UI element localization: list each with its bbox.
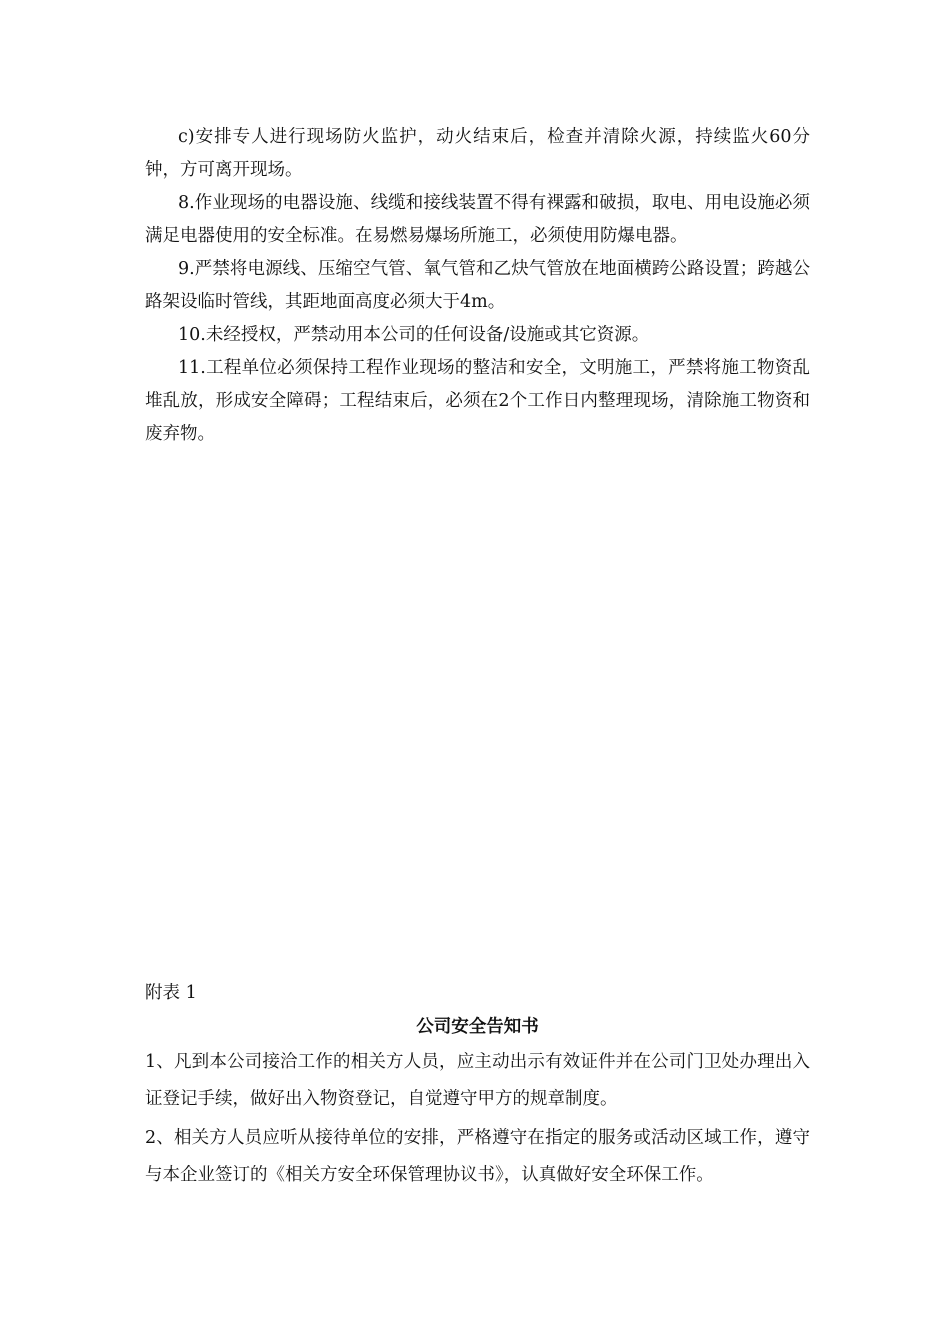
- rule-item-11: 11.工程单位必须保持工程作业现场的整洁和安全，文明施工，严禁将施工物资乱堆乱放，形成安全障碍；工程结束后，必须在2个工作日内整理现场，清除施工物资和废弃物。: [145, 358, 810, 444]
- rule-item-9: 9.严禁将电源线、压缩空气管、氧气管和乙炔气管放在地面横跨公路设置；跨越公路架设临时管线，其距地面高度必须大于4m。: [145, 259, 810, 312]
- rule-item-10: 10.未经授权，严禁动用本公司的任何设备/设施或其它资源。: [178, 325, 650, 345]
- rule-item-c: c)安排专人进行现场防火监护，动火结束后，检查并清除火源，持续监火60分钟，方可离开现场。: [145, 127, 810, 180]
- appendix-label: 附表 1: [145, 983, 197, 1003]
- notice-title: 公司安全告知书: [416, 1017, 539, 1037]
- notice-item-1: 1、凡到本公司接洽工作的相关方人员，应主动出示有效证件并在公司门卫处办理出入证登记手续，做好出入物资登记，自觉遵守甲方的规章制度。: [145, 1052, 810, 1109]
- rule-item-8: 8.作业现场的电器设施、线缆和接线装置不得有裸露和破损，取电、用电设施必须满足电器使用的安全标准。在易燃易爆场所施工，必须使用防爆电器。: [145, 193, 810, 246]
- notice-item-2: 2、相关方人员应听从接待单位的安排，严格遵守在指定的服务或活动区域工作，遵守与本企业签订的《相关方安全环保管理协议书》，认真做好安全环保工作。: [145, 1128, 810, 1185]
